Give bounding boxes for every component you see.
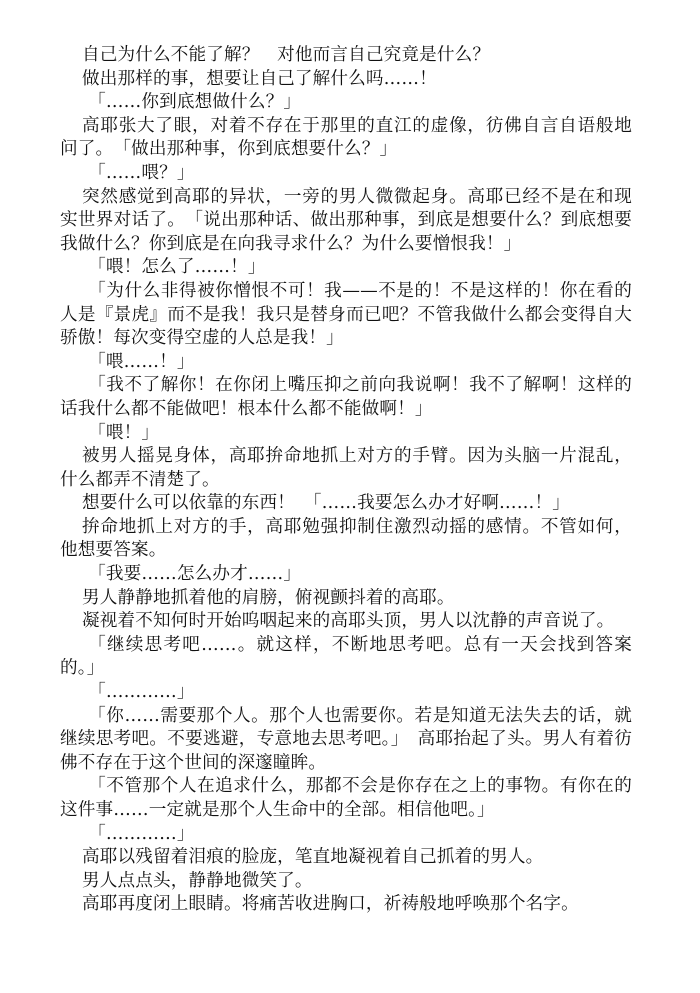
- paragraph: 凝视着不知何时开始呜咽起来的高耶头顶，男人以沈静的声音说了。: [82, 611, 615, 632]
- paragraph: 想要什么可以依靠的东西！ 「……我要怎么办才好啊……！」: [82, 493, 571, 514]
- dialogue-line: 「为什么非得被你憎恨不可！我——不是的！不是这样的！你在看的人是『景虎』而不是我！我只是替身而已吧？不管我做什么都会变得自大骄傲！每次变得空虚的人总是我！」: [60, 280, 632, 349]
- dialogue-line: 「喂……！」: [88, 351, 195, 372]
- dialogue-line: 「喂！怎么了……！」: [88, 257, 266, 278]
- body-text: [60, 44, 632, 917]
- dialogue-line: 「你……需要那个人。那个人也需要你。若是知道无法失去的话，就继续思考吧。不要逃避，专意地去思考吧。」 高耶抬起了头。男人有着彷佛不存在于这个世间的深邃瞳眸。: [60, 705, 632, 773]
- paragraph: 高耶以残留着泪痕的脸庞，笔直地凝视着自己抓着的男人。: [82, 847, 544, 868]
- dialogue-line: 「我不了解你！在你闭上嘴压抑之前向我说啊！我不了解啊！这样的话我什么都不能做吧！根本什么都不能做啊！」: [60, 375, 632, 419]
- dialogue-line: 「……你到底想做什么？」: [88, 92, 302, 113]
- dialogue-line: 「喂！」: [88, 422, 160, 443]
- paragraph: 拚命地抓上对方的手，高耶勉强抑制住激烈动摇的感情。不管如何，他想要答案。: [60, 516, 632, 561]
- paragraph: 高耶再度闭上眼睛。将痛苦收进胸口，祈祷般地呼唤那个名字。: [82, 894, 579, 915]
- paragraph: 高耶张大了眼，对着不存在于那里的直江的虚像，彷佛自言自语般地问了。 「做出那种事，你到底想要什么？」: [60, 115, 632, 160]
- paragraph: 突然感觉到高耶的异状，一旁的男人微微起身。高耶已经不是在和现实世界对话了。 「说出那种话、做出那种事，到底是想要什么？到底想要我做什么？你到底是在向我寻求什么？为什么要憎恨我！」: [60, 186, 632, 254]
- dialogue-line: 「我要……怎么办才……」: [88, 564, 302, 585]
- paragraph: 男人静静地抓着他的肩膀，俯视颤抖着的高耶。: [82, 587, 455, 608]
- dialogue-line: 「…………」: [88, 823, 195, 844]
- dialogue-line: 「不管那个人在追求什么，那都不会是你存在之上的事物。有你在的这件事……一定就是那个人生命中的全部。相信他吧。」: [60, 776, 632, 820]
- dialogue-line: 「……喂？」: [88, 162, 195, 183]
- paragraph: 做出那样的事，想要让自己了解什么吗……！: [82, 68, 437, 89]
- dialogue-line: 「继续思考吧……。就这样，不断地思考吧。总有一天会找到答案的。」: [60, 634, 632, 679]
- dialogue-line: 「…………」: [88, 682, 195, 703]
- paragraph: 被男人摇晃身体，高耶拚命地抓上对方的手臂。因为头脑一片混乱，什么都弄不清楚了。: [60, 446, 632, 490]
- paragraph: 自己为什么不能了解？ 对他而言自己究竟是什么？: [82, 45, 491, 65]
- paragraph: 男人点点头，静静地微笑了。: [82, 870, 313, 891]
